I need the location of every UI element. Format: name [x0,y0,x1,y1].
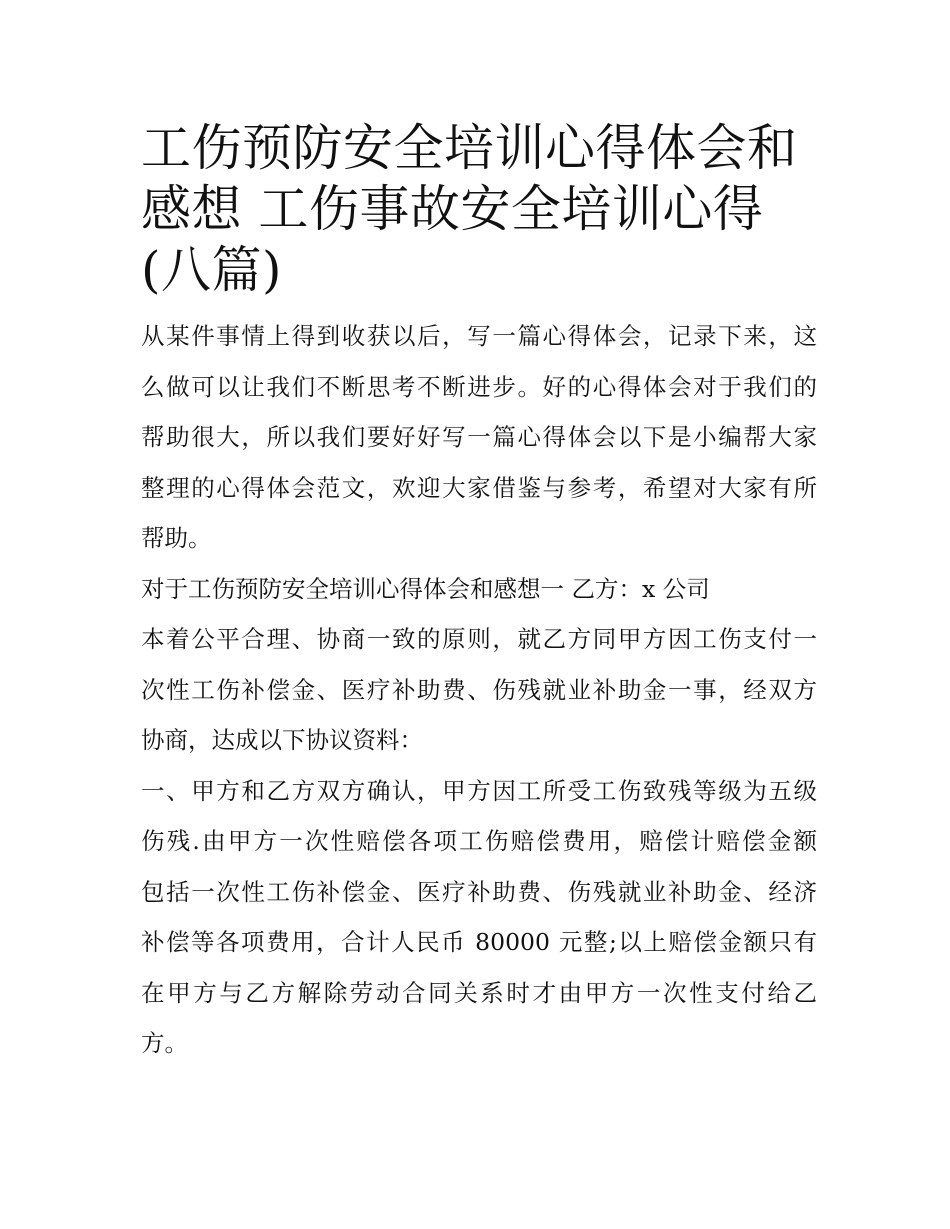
document-page [141,118,817,1069]
title-line: 感想 工伤事故安全培训心得 [141,180,764,238]
title-line: 工伤预防安全培训心得体会和 [141,119,798,177]
text-line: 帮助。 [141,524,212,552]
text-line: 从某件事情上得到收获以后，写一篇心得体会，记录下来，这 [141,322,817,350]
text-line: 伤残.由甲方一次性赔偿各项工伤赔偿费用，赔偿计赔偿金额 [141,827,817,855]
text-line: 协商，达成以下协议资料： [141,726,423,754]
title-line: (八篇) [141,241,283,299]
text-line: 次性工伤补偿金、医疗补助费、伤残就业补助金一事，经双方 [141,675,817,704]
text-line: 对于工伤预防安全培训心得体会和感想一 乙方：x 公司 [141,574,710,603]
text-line: 本着公平合理、协商一致的原则，就乙方同甲方因工伤支付一 [141,625,817,653]
text-line: 方。 [141,1029,188,1057]
section-heading-paragraph [141,564,817,615]
text-line: 补偿等各项费用，合计人民币 80000 元整;以上赔偿金额只有 [141,928,817,956]
text-line: 整理的心得体会范文，欢迎大家借鉴与参考，希望对大家有所 [141,473,817,502]
text-line: 么做可以让我们不断思考不断进步。好的心得体会对于我们的 [141,372,817,401]
document-title [141,118,817,301]
principle-paragraph [141,614,817,766]
clause-one-paragraph [141,766,817,1069]
text-line: 在甲方与乙方解除劳动合同关系时才由甲方一次性支付给乙 [141,978,817,1007]
document-body [141,311,817,1069]
text-line: 一、甲方和乙方双方确认，甲方因工所受工伤致残等级为五级 [141,776,817,805]
intro-paragraph [141,311,817,564]
text-line: 帮助很大，所以我们要好好写一篇心得体会以下是小编帮大家 [141,423,817,451]
text-line: 包括一次性工伤补偿金、医疗补助费、伤残就业补助金、经济 [141,877,817,906]
